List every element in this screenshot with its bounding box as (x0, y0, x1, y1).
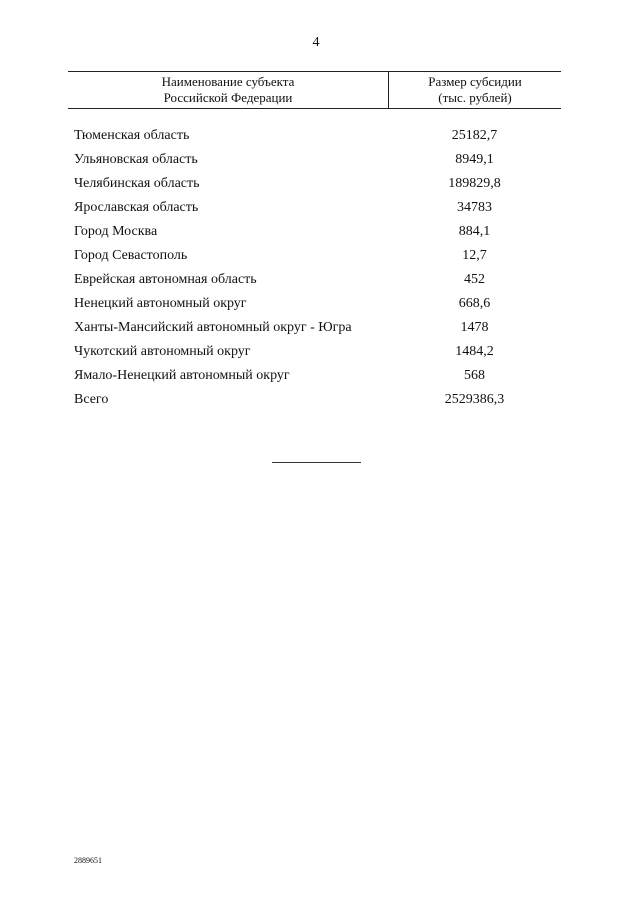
table-row (68, 172, 561, 196)
header-subsidy-amount-text: Размер субсидии (тыс. рублей) (428, 74, 522, 105)
subsidy-amount: 1484,2 (455, 344, 494, 359)
region-name: Ульяновская область (74, 152, 198, 167)
table-row (68, 292, 561, 316)
subsidy-amount: 884,1 (458, 224, 491, 239)
region-name: Чукотский автономный округ (74, 344, 251, 359)
subsidy-amount: 12,7 (462, 248, 487, 263)
table-row-total (68, 388, 561, 412)
table-body (68, 124, 561, 412)
subsidy-amount: 1478 (460, 320, 489, 335)
header-region-name-text: Наименование субъекта Российской Федерации (161, 74, 295, 105)
region-name: Челябинская область (74, 176, 200, 191)
subsidy-amount: 568 (464, 368, 485, 383)
end-of-table-rule (272, 462, 361, 463)
table-row (68, 364, 561, 388)
page-number: 4 (312, 35, 320, 50)
table-row (68, 220, 561, 244)
region-name: Город Москва (74, 224, 158, 239)
total-amount: 2529386,3 (444, 392, 505, 407)
table-row (68, 124, 561, 148)
region-name: Город Севастополь (74, 248, 188, 263)
total-label: Всего (74, 392, 109, 407)
table-row (68, 148, 561, 172)
table-row (68, 268, 561, 292)
region-name: Ханты-Мансийский автономный округ - Югра (74, 320, 352, 335)
subsidy-amount: 25182,7 (451, 128, 498, 143)
region-name: Ярославская область (74, 200, 199, 215)
subsidy-amount: 34783 (457, 200, 492, 215)
subsidy-amount: 8949,1 (455, 152, 494, 167)
region-name: Ямало-Ненецкий автономный округ (74, 368, 290, 383)
region-name: Ненецкий автономный округ (74, 296, 247, 311)
header-region-name (68, 72, 388, 108)
table-header (68, 71, 561, 109)
table-row (68, 316, 561, 340)
subsidy-amount: 189829,8 (448, 176, 501, 191)
table-row (68, 244, 561, 268)
region-name: Еврейская автономная область (74, 272, 257, 287)
subsidy-amount: 668,6 (458, 296, 491, 311)
document-code: 2889651 (74, 856, 102, 865)
subsidy-table (68, 71, 561, 412)
subsidy-amount: 452 (464, 272, 485, 287)
table-row (68, 196, 561, 220)
region-name: Тюменская область (74, 128, 190, 143)
table-row (68, 340, 561, 364)
header-subsidy-amount (388, 72, 561, 108)
